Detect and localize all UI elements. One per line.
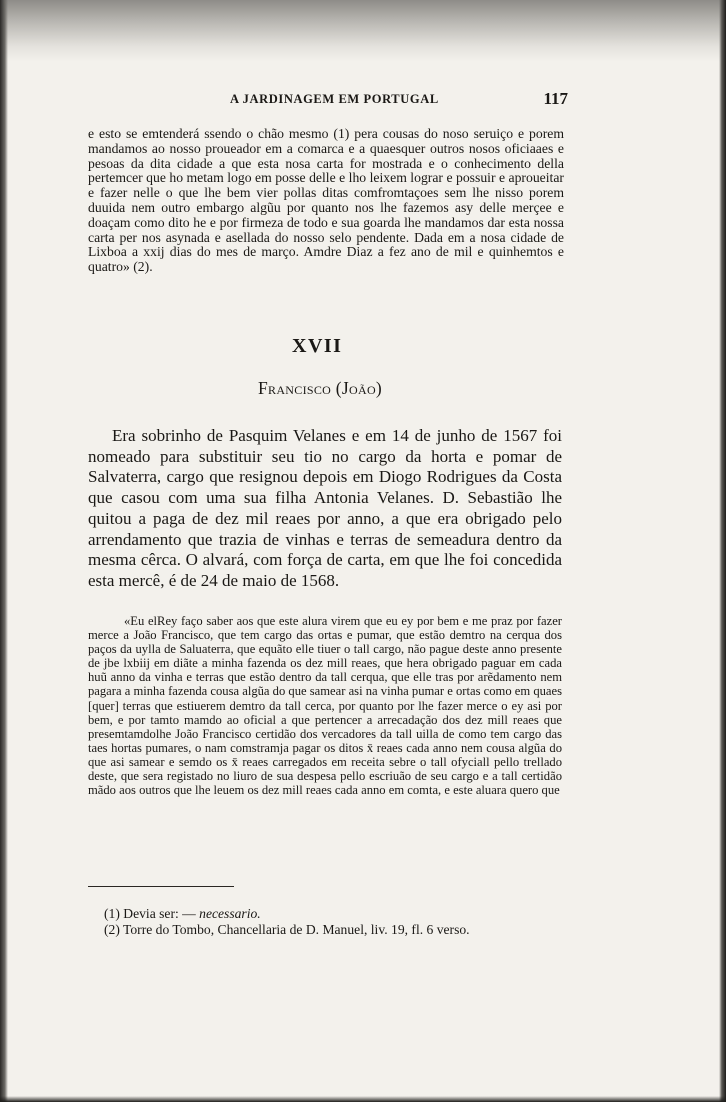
scan-shadow-top: [0, 0, 726, 62]
footnote-marker: (1): [104, 906, 120, 921]
body-paragraph-2: Era sobrinho de Pasquim Velanes e em 14 de junho de 1567 foi nomeado para substituir seu tio no cargo da horta e pomar de Salvaterra, cargo que resignou depois em Diogo Rodrigues da Costa que casou com uma sua filha Antonia Velanes. D. Sebastião lhe quitou a paga de dez mil reaes por anno, a que era obrigado pelo arrendamento que trazia de vinhas e terras de semeadura dentro da mesma cêrca. O alvará, com força de carta, em que lhe foi concedida esta mercê, é de 24 de maio de 1568.: [88, 426, 562, 590]
footnote-2: [104, 922, 574, 938]
scan-shadow-left: [0, 0, 8, 1102]
scan-shadow-bottom: [0, 1096, 726, 1102]
scan-shadow-right: [719, 0, 726, 1102]
footnote-emphasis: necessario.: [199, 906, 261, 921]
footnote-text: Devia ser: —: [123, 906, 196, 921]
page-number: 117: [543, 89, 568, 108]
running-header: [88, 90, 570, 110]
section-number: XVII: [292, 335, 343, 357]
footnote-text: Torre do Tombo, Chancellaria de D. Manuel, liv. 19, fl. 6 verso.: [123, 922, 470, 937]
body-paragraph-1: e esto se emtenderá ssendo o chão mesmo (1) pera cousas do noso seruiço e porem mandamos ao nosso proueador em a comarca e a quaesquer outros nosos oficiaaes e pesoas da dita cidade a que esta nosa carta for mostrada e o conhecimento della pertemcer que ho metam logo em posse delle e lho leixem lograr e possuir e aproueitar e fazer nelle o que lhe bem vier pollas ditas comfromtaçoes sem lhe nisso porem duuida nem outro embargo algũu por quanto nos lhe fazemos asy delle merçee e doaçam como dito he e por firmeza de todo e sua goarda lhe mandamos dar esta nossa carta per nos asynada e asellada do nosso selo pendente. Dada em a nosa cidade de Lixboa a xxij dias do mes de março. Amdre Diaz a fez ano de mil e quinhemtos e quatro» (2).: [88, 126, 564, 275]
body-paragraph-3: «Eu elRey faço saber aos que este alura virem que eu ey por bem e me praz por fazer merce a João Francisco, que tem cargo das ortas e pumar, que estão demtro na cerqua dos paços da uylla de Saluaterra, que equãto elle tiuer o tall cargo, não pague deste anno presente de jbe lxbiij em diãte a minha fazenda os dez mill reaes, que hera obrigado paguar em cada huũ anno da vinha e terras que estão dentro da tall cerqua, que elle tras por arẽdamento nem pagara a minha fazenda cousa algũa do que samear asi na vinha pumar e ortas como em quaes [quer] terras que estiuerem demtro da tall cerca, por quanto por lhe fazer merce o ey asi por bem, e por tamto mamdo ao oficial a que pertencer a arrecadação dos dez mill reaes que presemtamdolhe João Francisco certidão dos vercadores da tall uilla de como tem cargo das taes hortas pumares, o nam comstramja pagar os ditos x̄ reaes cada anno nem cousa algũa do que asi samear e semdo os x̄ reaes carregados em receita sebre o tall ofyciall pello trellado deste, que sera registado no liuro de sua despesa pello escriuão de seu cargo e a tall certidão mãdo aos outros que lhe leuem os dez mill reaes cada anno em comta, e este aluara quero que: [88, 614, 562, 798]
running-title: A JARDINAGEM EM PORTUGAL: [230, 92, 439, 106]
footnote-divider: [88, 886, 234, 887]
footnote-1: [104, 906, 574, 922]
section-title: Francisco (João): [258, 378, 383, 398]
footnotes: [104, 906, 574, 938]
footnote-marker: (2): [104, 922, 120, 937]
